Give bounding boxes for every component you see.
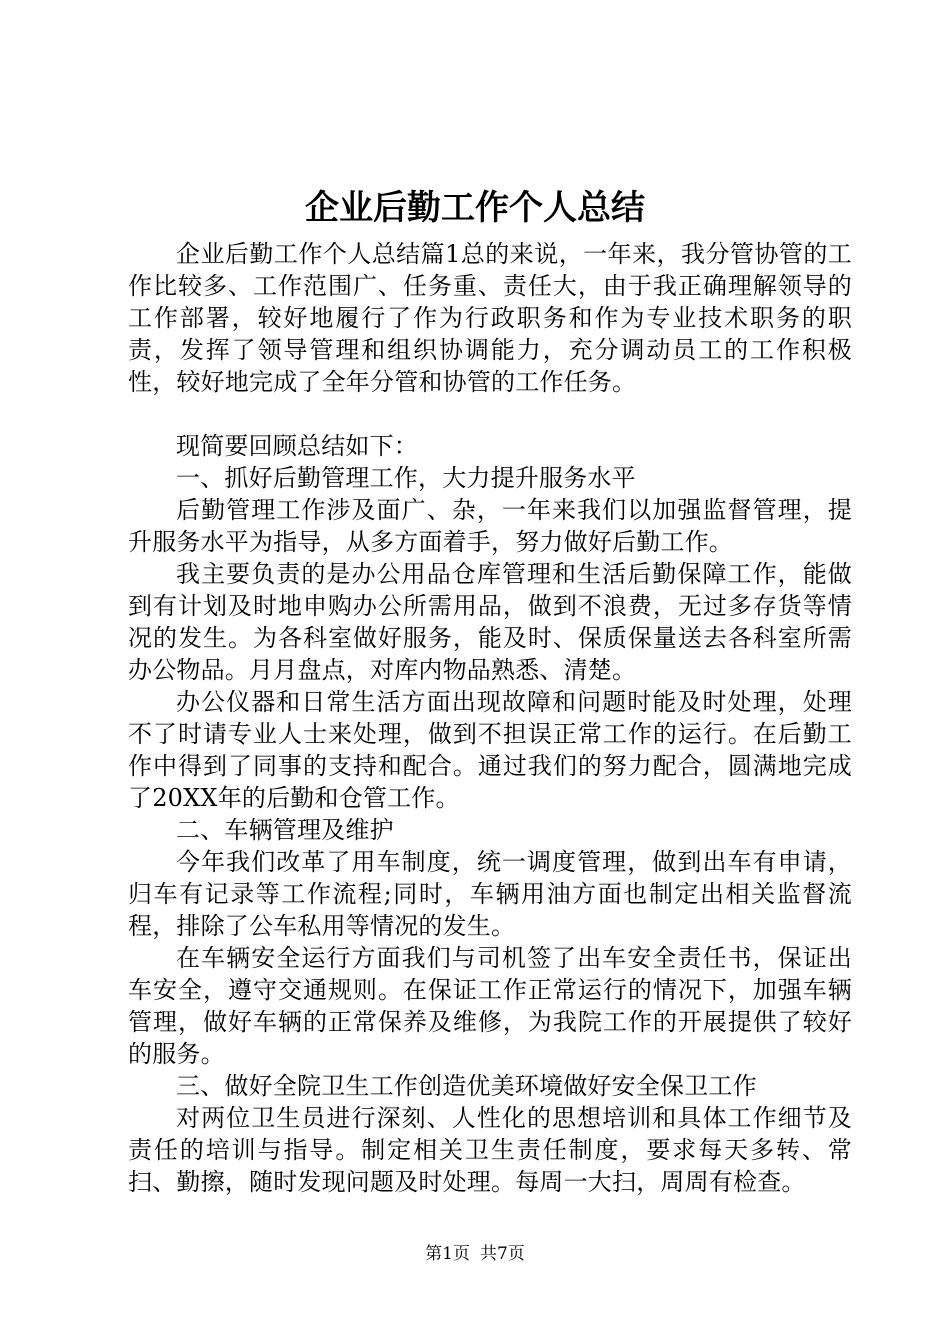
document-body <box>128 238 852 1198</box>
paragraph: 在车辆安全运行方面我们与司机签了出车安全责任书，保证出车安全，遵守交通规则。在保证工作正常运行的情况下，加强车辆管理，做好车辆的正常保养及维修，为我院工作的开展提供了较好的服务。 <box>128 944 852 1068</box>
paragraph: 对两位卫生员进行深刻、人性化的思想培训和具体工作细节及责任的培训与指导。制定相关卫生责任制度，要求每天多转、常扫、勤擦，随时发现问题及时处理。每周一大扫，周周有检查。 <box>128 1104 852 1196</box>
paragraph-review: 现简要回顾总结如下： <box>176 432 418 460</box>
section-heading-3: 三、做好全院卫生工作创造优美环境做好安全保卫工作 <box>176 1072 757 1100</box>
page-footer <box>0 1243 950 1265</box>
section-heading-1: 一、抓好后勤管理工作，大力提升服务水平 <box>176 464 636 492</box>
paragraph: 办公仪器和日常生活方面出现故障和问题时能及时处理，处理不了时请专业人士来处理，做到不担误正常工作的运行。在后勤工作中得到了同事的支持和配合。通过我们的努力配合，圆满地完成了20XX年的后勤和仓管工作。 <box>128 688 852 812</box>
page-number-current: 第1页 <box>425 1244 470 1264</box>
paragraph: 后勤管理工作涉及面广、杂，一年来我们以加强监督管理，提升服务水平为指导，从多方面着手，努力做好后勤工作。 <box>128 496 852 556</box>
paragraph: 今年我们改革了用车制度，统一调度管理，做到出车有申请，归车有记录等工作流程;同时，车辆用油方面也制定出相关监督流程，排除了公车私用等情况的发生。 <box>128 848 852 940</box>
paragraph: 我主要负责的是办公用品仓库管理和生活后勤保障工作，能做到有计划及时地申购办公所需用品，做到不浪费，无过多存货等情况的发生。为各科室做好服务，能及时、保质保量送去各科室所需办公物品。月月盘点，对库内物品熟悉、清楚。 <box>128 560 852 684</box>
page-number-total: 共7页 <box>480 1244 525 1264</box>
section-heading-2: 二、车辆管理及维护 <box>176 816 394 844</box>
paragraph-intro: 企业后勤工作个人总结篇1总的来说，一年来，我分管协管的工作比较多、工作范围广、任务重、责任大，由于我正确理解领导的工作部署，较好地履行了作为行政职务和作为专业技术职务的职责，发挥了领导管理和组织协调能力，充分调动员工的工作积极性，较好地完成了全年分管和协管的工作任务。 <box>128 240 852 396</box>
document-title: 企业后勤工作个人总结 <box>305 188 645 228</box>
